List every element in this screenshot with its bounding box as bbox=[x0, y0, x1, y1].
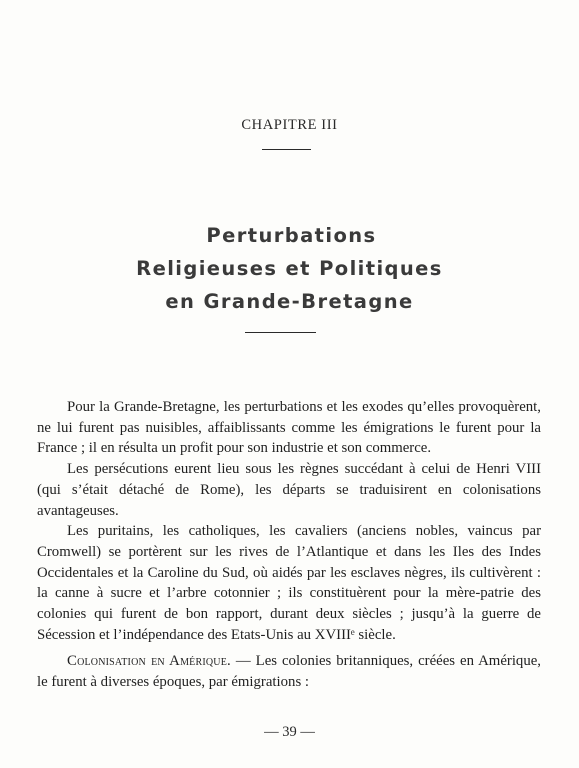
chapter-title bbox=[0, 219, 579, 318]
section-heading: Colonisation en Amérique. bbox=[67, 653, 231, 670]
paragraph: Pour la Grande-Bretagne, les perturbations et les exodes qu’elles provoquèrent, ne lui furent pas nuisibles, affaiblissants comme les émigrations le furent pour la France ; il en résulta un profit pour son industrie et son commerce. bbox=[37, 399, 541, 457]
paragraph: Les persécutions eurent lieu sous les règnes succédant à celui de Henri VIII (qui s’était détaché de Rome), les départs se traduisirent en colonisations avantageuses. bbox=[37, 461, 541, 519]
section-paragraph bbox=[37, 651, 541, 692]
section-text: — Les colonies britanniques, créées en Amérique, le furent à diverses époques, par émigrations : bbox=[37, 653, 541, 691]
page-number: — 39 — bbox=[264, 724, 315, 740]
paragraph: Les puritains, les catholiques, les cavaliers (anciens nobles, vaincus par Cromwell) se portèrent sur les rives de l’Atlantique et dans les Iles des Indes Occidentales et la Caroline du Sud, où aidés par les esclaves nègres, ils cultivèrent : la canne à sucre et l’arbre cotonnier ; ils constituèrent pour la mère-patrie des colonies qui furent de bon rapport, durant deux siècles ; jusqu’à la guerre de Sécession et l’indépendance des Etats-Unis au XVIIIᵉ siècle. bbox=[37, 523, 541, 643]
body-text bbox=[37, 397, 541, 693]
chapter-title-line-2: Religieuses et Politiques bbox=[136, 257, 443, 280]
title-divider-rule bbox=[245, 332, 316, 333]
chapter-title-line-1: Perturbations bbox=[206, 224, 377, 247]
chapter-title-line-3: en Grande-Bretagne bbox=[165, 290, 414, 313]
chapter-divider-rule bbox=[262, 149, 311, 150]
chapter-label: CHAPITRE III bbox=[241, 117, 338, 133]
